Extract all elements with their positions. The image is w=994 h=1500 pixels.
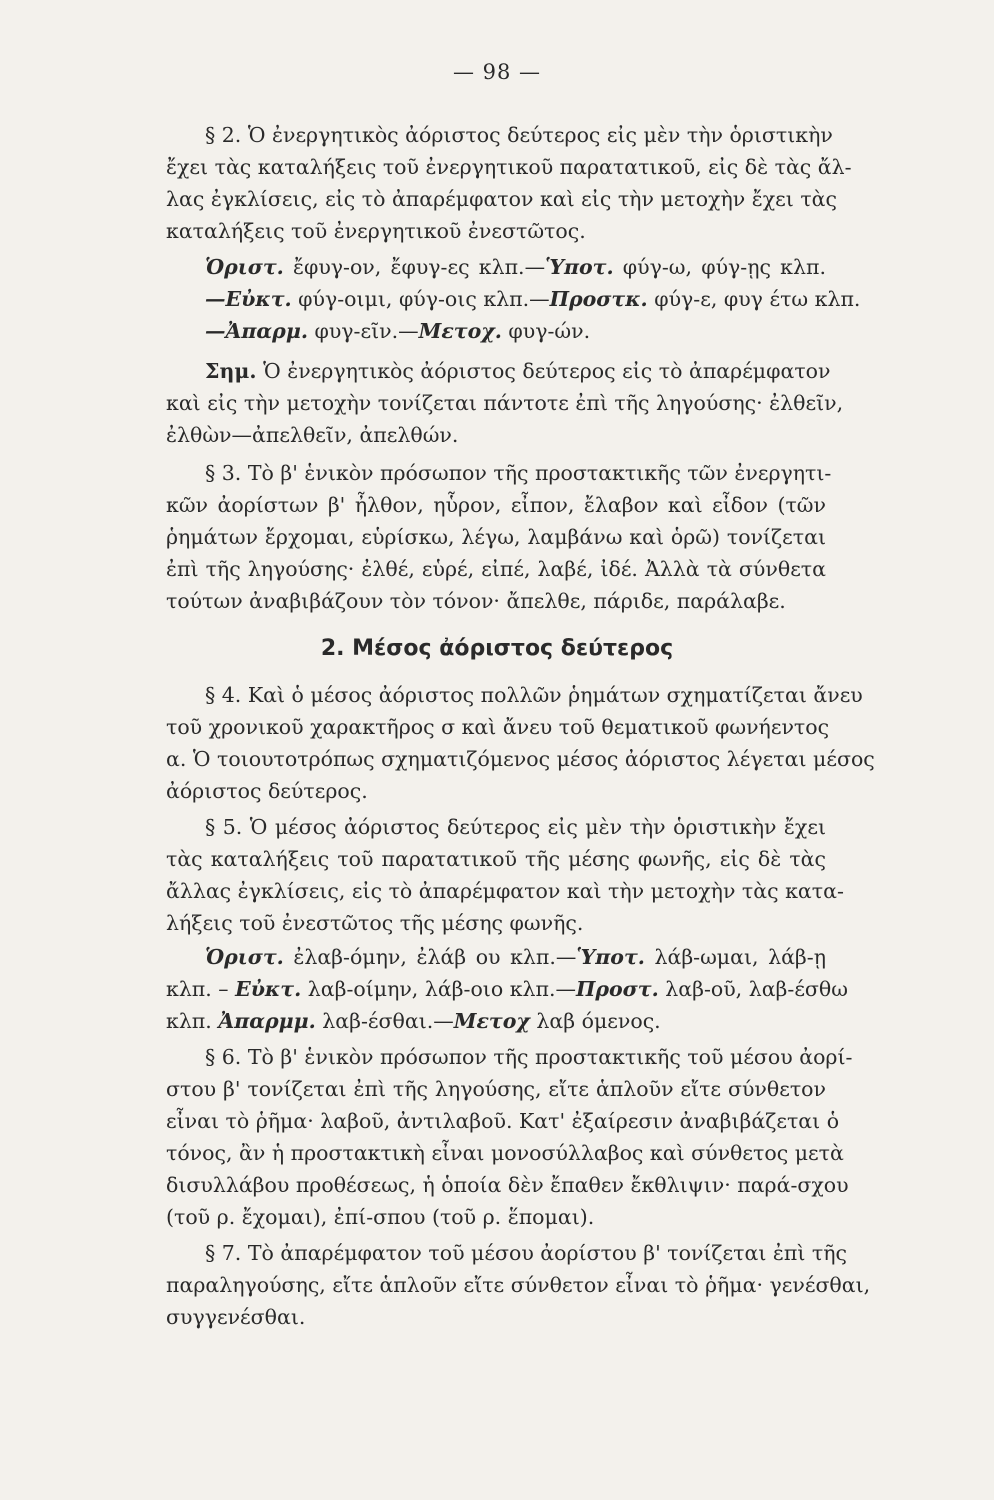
label-note: Σημ. [205,359,257,383]
text-line: § 5. Ὁ μέσος ἀόριστος δεύτερος εἰς μὲν τὴν ὁριστικὴν ἔχει [205,815,826,839]
forms: κλπ. – [166,977,236,1001]
label-subjunctive: Ὑποτ. [545,255,614,279]
text-line [166,1006,826,1036]
text-line: § 7. Τὸ ἀπαρέμφατον τοῦ μέσου ἀορίστου β' τονίζεται ἐπὶ τῆς [205,1241,848,1265]
text-line: τούτων ἀναβιβάζουν τὸν τόνον· ἄπελθε, πάριδε, παράλαβε. [166,589,786,613]
forms: λαβ όμενος. [529,1009,661,1033]
text-line [205,284,861,314]
note-text: Ὁ ἐνεργητικὸς ἀόριστος δεύτερος εἰς τὸ ἀπαρέμφατον [256,359,831,383]
label-subjunctive: Ὑποτ. [576,945,645,969]
label-indicative: Ὁριστ. [205,255,284,279]
text-line: ῥημάτων ἔρχομαι, εὑρίσκω, λέγω, λαμβάνω καὶ ὁρῶ) τονίζεται [166,525,826,549]
text-line [205,316,826,346]
text-line: α. Ὁ τοιουτοτρόπως σχηματιζόμενος μέσος ἀόριστος λέγεται μέσος [166,747,875,771]
text-line: ἔχει τὰς καταλήξεις τοῦ ἐνεργητικοῦ παρατατικοῦ, εἰς δὲ τὰς ἄλ- [166,155,852,179]
text-line: στου β' τονίζεται ἐπὶ τῆς ληγούσης, εἴτε ἁπλοῦν εἴτε σύνθετον [166,1077,826,1101]
text-line: τὰς καταλήξεις τοῦ παρατατικοῦ τῆς μέσης φωνῆς, εἰς δὲ τὰς [166,847,826,871]
forms: λαβ-οίμην, λάβ-οιο κλπ.— [301,977,576,1001]
forms: λαβ-έσθαι.— [315,1009,454,1033]
text-line: ἐπὶ τῆς ληγούσης· ἐλθέ, εὑρέ, εἰπέ, λαβέ, ἰδέ. Ἀλλὰ τὰ σύνθετα [166,557,826,581]
forms: φυγ-ών. [501,319,591,343]
label-infinitive: Ἀπαρμμ. [218,1009,316,1033]
text-line: εἶναι τὸ ῥῆμα· λαβοῦ, ἀντιλαβοῦ. Κατ' ἐξαίρεσιν ἀναβιβάζεται ὁ [166,1109,840,1133]
text-line: λήξεις τοῦ ἐνεστῶτος τῆς μέσης φωνῆς. [166,911,584,935]
text-line [205,252,826,282]
label-imperative: Προστκ. [549,287,648,311]
text-line: ἀόριστος δεύτερος. [166,779,368,803]
text-line: τοῦ χρονικοῦ χαρακτῆρος σ καὶ ἄνευ τοῦ θεματικοῦ φωνήεντος [166,715,830,739]
text-line [205,942,826,972]
text-line [205,356,831,386]
text-line: δισυλλάβου προθέσεως, ἡ ὁποία δὲν ἔπαθεν ἔκθλιψιν· παρά-σχου [166,1173,849,1197]
text-line [166,974,848,1004]
text-line: τόνος, ἂν ἡ προστακτικὴ εἶναι μονοσύλλαβος καὶ σύνθετος μετὰ [166,1141,844,1165]
forms: φύγ-ω, φύγ-ῃς κλπ. [613,255,826,279]
text-line: συγγενέσθαι. [166,1305,306,1329]
text-line: § 3. Τὸ β' ἑνικὸν πρόσωπον τῆς προστακτικῆς τῶν ἐνεργητι- [205,461,832,485]
text-line: (τοῦ ρ. ἔχομαι), ἐπί-σπου (τοῦ ρ. ἕπομαι). [166,1205,595,1229]
text-line: ἐλθὼν—ἀπελθεῖν, ἀπελθών. [166,423,459,447]
forms: φύγ-οιμι, φύγ-οις κλπ.— [291,287,550,311]
text-line: καταλήξεις τοῦ ἐνεργητικοῦ ἐνεστῶτος. [166,219,586,243]
text-line: § 6. Τὸ β' ἑνικὸν πρόσωπον τῆς προστακτικῆς τοῦ μέσου ἀορί- [205,1045,853,1069]
text-line: καὶ εἰς τὴν μετοχὴν τονίζεται πάντοτε ἐπὶ τῆς ληγούσης· ἐλθεῖν, [166,391,844,415]
label-imperative: Προστ. [576,977,659,1001]
page-number: — 98 — [452,60,542,84]
forms: λάβ-ωμαι, λάβ-ῃ [644,945,826,969]
text-line: λας ἐγκλίσεις, εἰς τὸ ἀπαρέμφατον καὶ εἰς τὴν μετοχὴν ἔχει τὰς [166,187,838,211]
forms: ἐλαβ-όμην, ἐλάβ ου κλπ.— [283,945,577,969]
text-line: παραληγούσης, εἴτε ἁπλοῦν εἴτε σύνθετον εἶναι τὸ ῥῆμα· γενέσθαι, [166,1273,871,1297]
forms: ἔφυγ-ον, ἔφυγ-ες κλπ.— [283,255,546,279]
forms: λαβ-οῦ, λαβ-έσθω [658,977,848,1001]
label-optative: —Εὐκτ. [205,287,292,311]
label-indicative: Ὁριστ. [205,945,284,969]
forms: φύγ-ε, φυγ έτω κλπ. [647,287,861,311]
forms: κλπ. [166,1009,219,1033]
text-line: § 2. Ὁ ἐνεργητικὸς ἀόριστος δεύτερος εἰς μὲν τὴν ὁριστικὴν [205,123,833,147]
text-line: ἄλλας ἐγκλίσεις, εἰς τὸ ἀπαρέμφατον καὶ τὴν μετοχὴν τὰς κατα- [166,879,844,903]
text-line: κῶν ἀορίστων β' ἦλθον, ηὗρον, εἶπον, ἔλαβον καὶ εἶδον (τῶν [166,493,826,517]
text-line: § 4. Καὶ ὁ μέσος ἀόριστος πολλῶν ῥημάτων σχηματίζεται ἄνευ [205,683,863,707]
label-participle: Μετοχ. [418,319,502,343]
label-participle: Μετοχ [453,1009,530,1033]
section-heading: 2. Μέσος ἀόριστος δεύτερος [320,636,674,661]
label-infinitive: —Ἀπαρμ. [205,319,308,343]
forms: φυγ-εῖν.— [307,319,419,343]
label-optative: Εὐκτ. [235,977,302,1001]
